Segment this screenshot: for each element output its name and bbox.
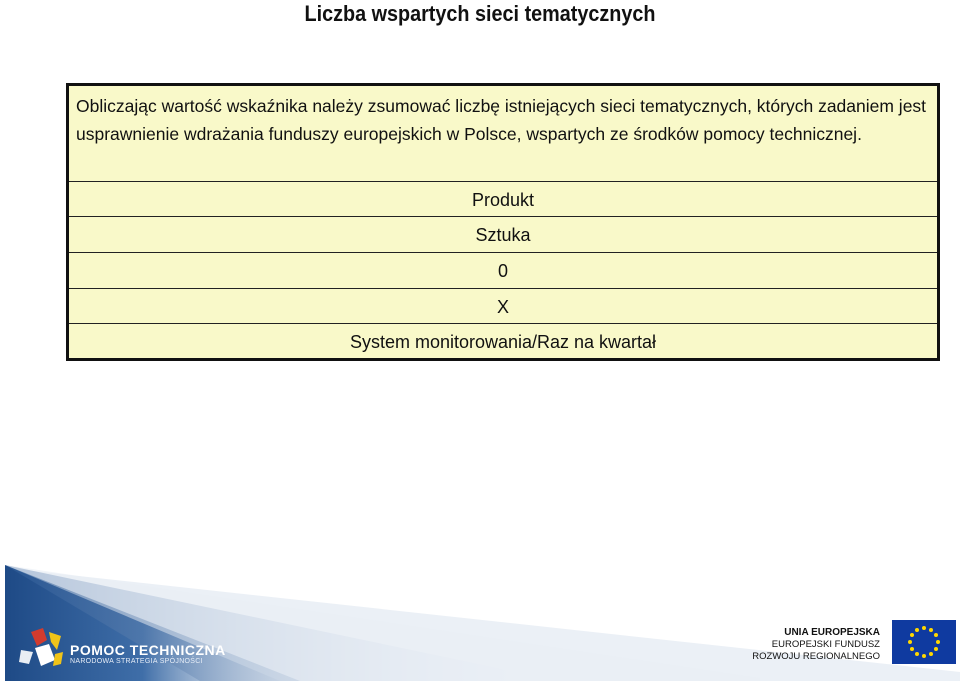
table-row-mark: X bbox=[69, 288, 937, 323]
table-row-type: Produkt bbox=[69, 181, 937, 216]
table-row-source: System monitorowania/Raz na kwartał bbox=[69, 323, 937, 358]
page-title: Liczba wspartych sieci tematycznych bbox=[304, 1, 656, 26]
footer-logo-subtitle: NARODOWA STRATEGIA SPÓJNOŚCI bbox=[70, 658, 203, 665]
eu-line-3: ROZWOJU REGIONALNEGO bbox=[752, 651, 880, 662]
footer-logo-name: POMOC TECHNICZNA bbox=[70, 642, 226, 658]
eu-line-2: EUROPEJSKI FUNDUSZ bbox=[771, 639, 880, 650]
table-row-unit: Sztuka bbox=[69, 216, 937, 251]
eu-flag-icon bbox=[892, 620, 956, 664]
table-row-value: 0 bbox=[69, 252, 937, 287]
indicator-description: Obliczając wartość wskaźnika należy zsumować liczbę istniejących sieci tematycznych, których zadaniem jest usprawnienie wdrażania funduszy europejskich w Polsce, wspartych ze środków pomocy technicznej. bbox=[76, 96, 927, 144]
eu-line-1: UNIA EUROPEJSKA bbox=[784, 627, 880, 638]
eu-fund-label bbox=[752, 627, 880, 663]
